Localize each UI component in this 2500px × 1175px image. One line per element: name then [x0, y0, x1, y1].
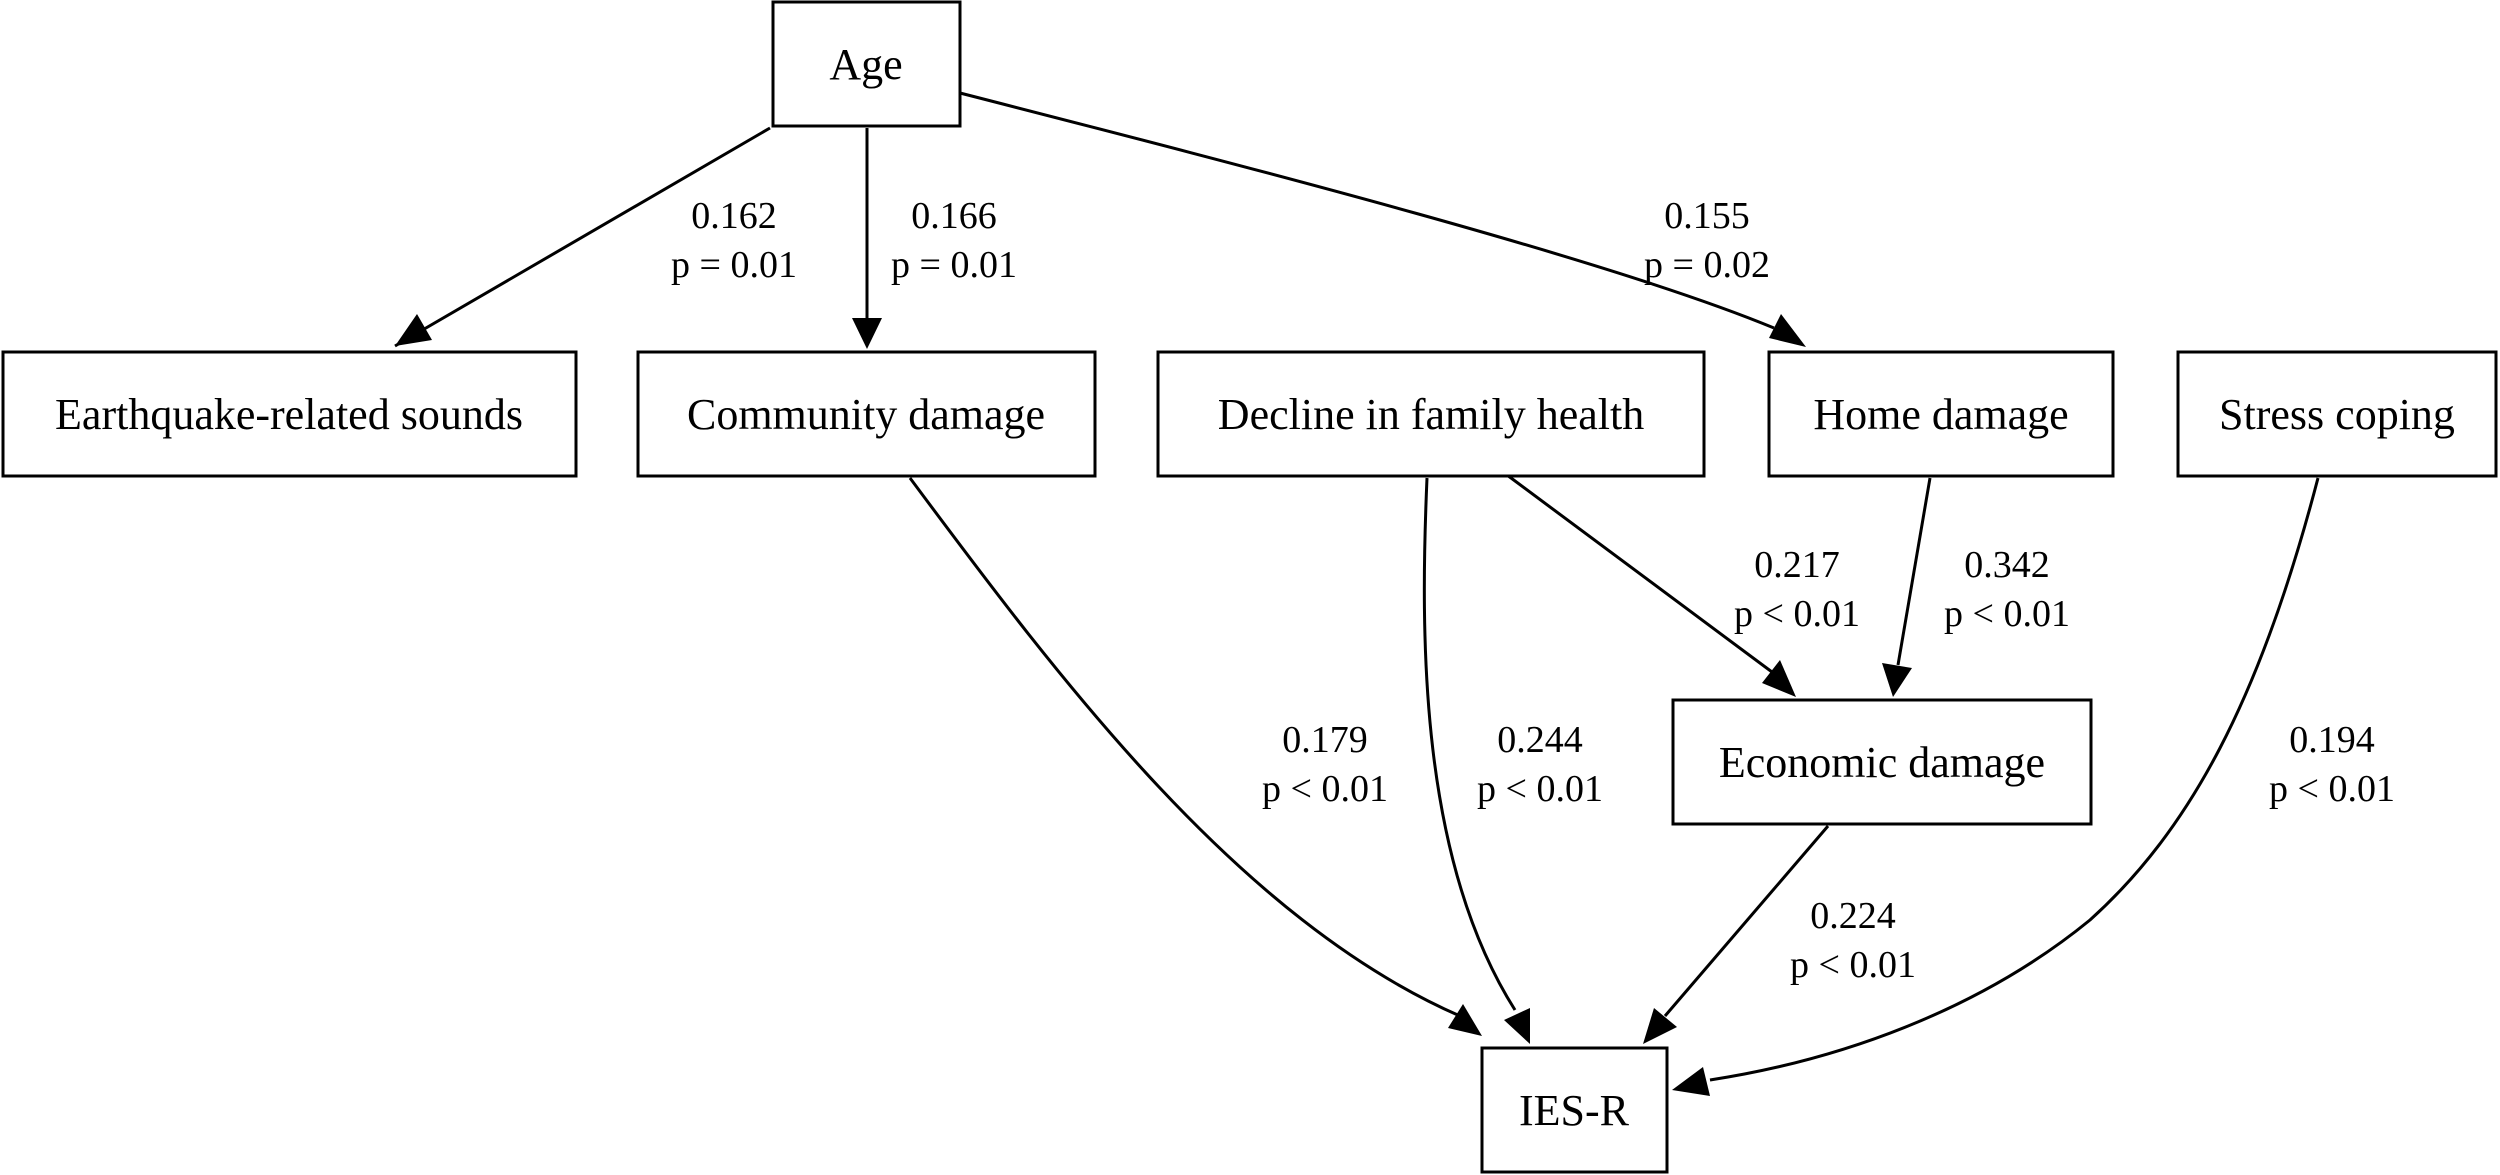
node-label-home-damage: Home damage — [1813, 390, 2069, 439]
edge-label-family-economic-coef: 0.217 — [1754, 544, 1840, 586]
node-ies-r — [1482, 1048, 1667, 1172]
node-stress-coping — [2178, 352, 2496, 476]
node-label-ies-r: IES-R — [1519, 1086, 1629, 1135]
edge-label-economic-ies-coef: 0.224 — [1810, 895, 1896, 937]
node-label-stress-coping: Stress coping — [2219, 390, 2455, 439]
edge-label-community-ies-p: p < 0.01 — [1262, 768, 1388, 810]
edge-label-community-ies-coef: 0.179 — [1282, 719, 1368, 761]
edge-label-family-ies-coef: 0.244 — [1497, 719, 1583, 761]
node-economic-damage — [1673, 700, 2091, 824]
edge-economic-damage-to-ies-r — [1643, 826, 1828, 1044]
edge-age-to-earthquake-sounds — [395, 128, 770, 346]
edge-label-age-community-coef: 0.166 — [911, 195, 997, 237]
edge-label-age-home-coef: 0.155 — [1664, 195, 1750, 237]
node-label-community-damage: Community damage — [686, 390, 1046, 439]
node-label-economic-damage: Economic damage — [1718, 738, 2046, 787]
edge-label-home-economic-coef: 0.342 — [1964, 544, 2050, 586]
edge-age-to-community-damage — [852, 128, 882, 349]
node-decline-family-health — [1158, 352, 1704, 476]
edge-label-age-earthquake-p: p = 0.01 — [671, 244, 797, 286]
node-age — [773, 2, 960, 126]
edge-label-age-community-p: p = 0.01 — [891, 244, 1017, 286]
edge-label-age-earthquake-coef: 0.162 — [691, 195, 777, 237]
edge-label-economic-ies-p: p < 0.01 — [1790, 944, 1916, 986]
edge-label-family-economic-p: p < 0.01 — [1734, 593, 1860, 635]
node-label-age: Age — [829, 40, 903, 89]
edge-family-health-to-ies-r — [1424, 478, 1530, 1044]
edge-label-stress-ies-p: p < 0.01 — [2269, 768, 2395, 810]
edge-family-health-to-economic-damage — [1507, 475, 1796, 697]
edge-label-family-ies-p: p < 0.01 — [1477, 768, 1603, 810]
edge-label-stress-ies-coef: 0.194 — [2289, 719, 2375, 761]
node-earthquake-related-sounds — [3, 352, 576, 476]
edge-home-damage-to-economic-damage — [1882, 478, 1930, 697]
node-community-damage — [638, 352, 1095, 476]
edge-community-damage-to-ies-r — [910, 478, 1482, 1036]
node-label-decline-family-health: Decline in family health — [1217, 390, 1645, 439]
node-home-damage — [1769, 352, 2113, 476]
edge-label-age-home-p: p = 0.02 — [1644, 244, 1770, 286]
node-label-earthquake-related-sounds: Earthquake-related sounds — [55, 390, 523, 439]
edge-label-home-economic-p: p < 0.01 — [1944, 593, 2070, 635]
